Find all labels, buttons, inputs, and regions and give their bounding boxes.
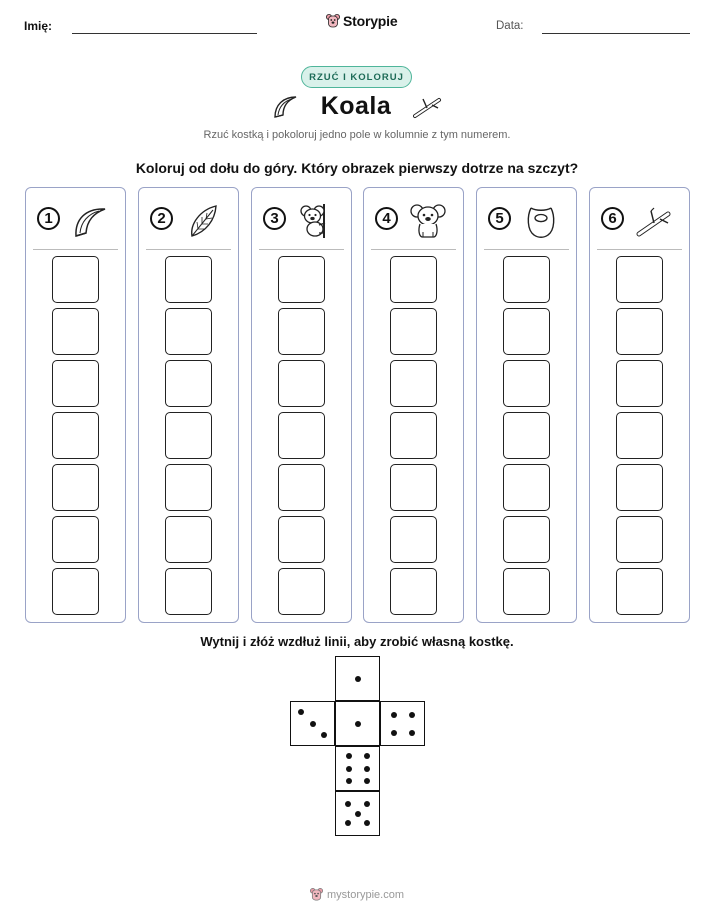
color-cell[interactable]: [52, 360, 99, 407]
column-header: [252, 188, 351, 250]
koala-logo-icon: [326, 13, 340, 29]
dice-pip: [355, 676, 361, 682]
dice-pip: [364, 766, 370, 772]
column-3: [251, 187, 352, 623]
dice-pip: [364, 753, 370, 759]
color-cell[interactable]: [278, 464, 325, 511]
name-label: Imię:: [24, 19, 53, 33]
dice-face: [335, 746, 380, 791]
column-number: 3: [263, 207, 286, 230]
column-2: [138, 187, 239, 623]
color-cell[interactable]: [390, 412, 437, 459]
column-header: [139, 188, 238, 250]
color-cell[interactable]: [616, 256, 663, 303]
dice-face: [290, 701, 335, 746]
dice-pip: [364, 801, 370, 807]
color-cell[interactable]: [52, 568, 99, 615]
dice-pip: [346, 766, 352, 772]
column-header: [477, 188, 576, 250]
color-cell[interactable]: [503, 412, 550, 459]
column-divider: [33, 249, 118, 250]
color-cell[interactable]: [503, 516, 550, 563]
column-header: [590, 188, 689, 250]
activity-badge: RZUĆ I KOLORUJ: [301, 66, 412, 88]
dice-pip: [298, 709, 304, 715]
dice-pip: [355, 721, 361, 727]
color-cell[interactable]: [616, 516, 663, 563]
color-cell[interactable]: [165, 308, 212, 355]
dice-pip: [321, 732, 327, 738]
color-cell[interactable]: [278, 308, 325, 355]
color-cell[interactable]: [52, 256, 99, 303]
koala-sitting-icon: [409, 202, 447, 240]
color-cell[interactable]: [165, 360, 212, 407]
column-number: 4: [375, 207, 398, 230]
name-field-line[interactable]: [72, 33, 257, 34]
color-cell[interactable]: [503, 256, 550, 303]
brand-name: Storypie: [343, 13, 398, 29]
color-cell[interactable]: [390, 360, 437, 407]
claw-icon: [71, 202, 109, 240]
dice-pip: [346, 753, 352, 759]
dice-pip: [409, 712, 415, 718]
color-cell[interactable]: [52, 412, 99, 459]
column-6: [589, 187, 690, 623]
color-cell[interactable]: [390, 308, 437, 355]
koala-climbing-icon: [297, 202, 335, 240]
branch-icon: [635, 202, 673, 240]
column-header: [26, 188, 125, 250]
column-4: [363, 187, 464, 623]
dice-face: [335, 791, 380, 836]
color-cell[interactable]: [165, 568, 212, 615]
color-cell[interactable]: [52, 308, 99, 355]
dice-pip: [345, 801, 351, 807]
pouch-icon: [522, 202, 560, 240]
color-cell[interactable]: [616, 308, 663, 355]
footer-url: mystorypie.com: [326, 888, 405, 901]
dice-face: [335, 656, 380, 701]
game-instruction: Koloruj od dołu do góry. Który obrazek pierwszy dotrze na szczyt?: [135, 160, 579, 176]
color-cell[interactable]: [278, 516, 325, 563]
column-number: 1: [37, 207, 60, 230]
color-cell[interactable]: [503, 464, 550, 511]
dice-pip: [364, 778, 370, 784]
column-number: 6: [601, 207, 624, 230]
color-cell[interactable]: [616, 464, 663, 511]
footer: [0, 887, 714, 902]
dice-pip: [391, 730, 397, 736]
color-cell[interactable]: [390, 516, 437, 563]
color-cell[interactable]: [165, 464, 212, 511]
column-divider: [597, 249, 682, 250]
dice-pip: [345, 820, 351, 826]
column-5: [476, 187, 577, 623]
subtitle: Rzuć kostką i pokoloruj jedno pole w kolumnie z tym numerem.: [203, 129, 511, 141]
dice-pip: [310, 721, 316, 727]
page-title: Koala: [320, 92, 392, 120]
dice-pip: [391, 712, 397, 718]
color-cell[interactable]: [616, 412, 663, 459]
color-cell[interactable]: [616, 360, 663, 407]
color-cell[interactable]: [278, 568, 325, 615]
title-row: [0, 92, 714, 121]
claw-icon: [271, 93, 299, 121]
color-cell[interactable]: [390, 256, 437, 303]
column-1: [25, 187, 126, 623]
color-cell[interactable]: [503, 568, 550, 615]
brand-logo: [326, 13, 397, 29]
dice-pip: [364, 820, 370, 826]
column-header: [364, 188, 463, 250]
koala-logo-icon: [310, 887, 323, 902]
column-divider: [371, 249, 456, 250]
color-cell[interactable]: [503, 308, 550, 355]
dice-face: [380, 701, 425, 746]
color-cell[interactable]: [278, 412, 325, 459]
color-cell[interactable]: [52, 516, 99, 563]
date-label: Data:: [496, 20, 524, 32]
color-cell[interactable]: [52, 464, 99, 511]
cut-instruction: Wytnij i złóż wzdłuż linii, aby zrobić własną kostkę.: [200, 634, 514, 649]
column-number: 2: [150, 207, 173, 230]
dice-pip: [355, 811, 361, 817]
dice-pip: [409, 730, 415, 736]
color-cell[interactable]: [503, 360, 550, 407]
column-divider: [146, 249, 231, 250]
date-field-line[interactable]: [542, 33, 690, 34]
dice-face: [335, 701, 380, 746]
column-number: 5: [488, 207, 511, 230]
color-cell[interactable]: [278, 256, 325, 303]
color-cell[interactable]: [390, 464, 437, 511]
color-cell[interactable]: [390, 568, 437, 615]
leaf-icon: [184, 202, 222, 240]
color-cell[interactable]: [278, 360, 325, 407]
color-cell[interactable]: [165, 412, 212, 459]
column-divider: [259, 249, 344, 250]
color-cell[interactable]: [165, 516, 212, 563]
column-divider: [484, 249, 569, 250]
branch-icon: [413, 94, 443, 120]
color-cell[interactable]: [165, 256, 212, 303]
color-cell[interactable]: [616, 568, 663, 615]
dice-pip: [346, 778, 352, 784]
